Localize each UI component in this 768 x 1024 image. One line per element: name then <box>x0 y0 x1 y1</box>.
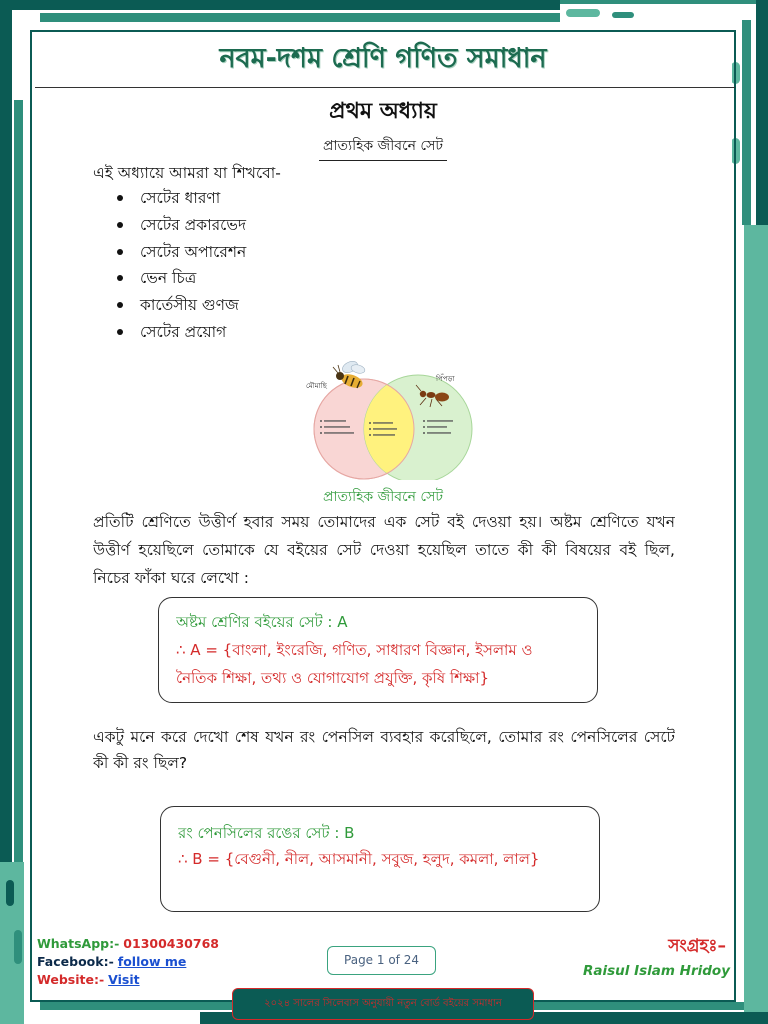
facebook-label: Facebook:- <box>37 954 114 969</box>
bee-icon <box>333 359 366 390</box>
chapter-title: প্রথম অধ্যায় <box>329 99 437 124</box>
figure-caption: প্রাত্যহিক জীবনে সেট <box>323 489 443 505</box>
topic-label: সেটের অপারেশন <box>140 242 247 261</box>
website-link[interactable]: Visit <box>108 972 140 987</box>
page-number-indicator: Page 1 of 24 <box>327 946 436 975</box>
venn-note-dot <box>369 422 371 424</box>
venn-text-line <box>427 426 447 427</box>
venn-label-left: মৌমাছি <box>306 382 327 390</box>
website-label: Website:- <box>37 972 105 987</box>
topic-label: সেটের প্রকারভেদ <box>140 215 247 234</box>
venn-note-dot <box>369 434 371 436</box>
frame-top-pill <box>566 9 600 17</box>
website-row <box>37 971 219 989</box>
topic-label: কার্তেসীয় গুণজ <box>140 296 239 315</box>
frame-right-band <box>744 225 768 1024</box>
list-item <box>112 187 512 214</box>
paragraph-line: একটু মনে করে দেখো শেষ যখন রং পেনসিল ব্যবহার করেছিলে, তোমার রং পেনসিলের সেটে <box>93 728 675 746</box>
syllabus-banner: ২০২৪ সালের সিলেবাস অনুযায়ী নতুন বোর্ড বইয়ের সমাধান <box>232 988 534 1020</box>
chapter-subtitle: প্রাত্যহিক জীবনে সেট <box>319 134 447 161</box>
paragraph-line: কী কী রং ছিল? <box>93 754 188 772</box>
venn-text-line <box>324 426 350 427</box>
author-name: Raisul Islam Hridoy <box>583 963 730 979</box>
whatsapp-row <box>37 935 219 953</box>
frame-top-inner-band <box>40 13 560 22</box>
document-title: নবম-দশম শ্রেণি গণিত সমাধান <box>219 43 547 74</box>
contact-block <box>37 935 219 989</box>
bullet-icon <box>117 222 123 228</box>
paragraph-line: প্রতিটি শ্রেণিতে উত্তীর্ণ হবার সময় তোমাদের এক সেট বই দেওয়া হয়। অষ্টম শ্রেণিতে যখন <box>93 513 675 531</box>
answer-box-set-a <box>158 597 598 703</box>
venn-note-dot <box>423 426 425 428</box>
facebook-row <box>37 953 219 971</box>
topic-label: সেটের ধারণা <box>140 189 221 207</box>
bullet-icon <box>117 249 123 255</box>
topic-list <box>112 187 512 348</box>
answer-box-heading: রং পেনসিলের রঙের সেট : B <box>178 824 355 842</box>
whatsapp-number: 01300430768 <box>123 936 219 951</box>
bullet-icon <box>117 302 123 308</box>
venn-note-dot <box>320 426 322 428</box>
frame-left-pill <box>14 930 22 964</box>
venn-text-line <box>324 432 354 433</box>
venn-text-line <box>324 420 346 421</box>
paragraph-line: উত্তীর্ণ হয়েছিলে তোমাকে যে বইয়ের সেট দেওয়া হয়েছিল তাতে কী কী বিষয়ের বই ছিল, <box>93 541 675 559</box>
venn-text-line <box>373 422 393 423</box>
header-divider <box>35 87 735 88</box>
intro-text: এই অধ্যায়ে আমরা যা শিখবো- <box>93 164 281 182</box>
venn-text-line <box>373 434 395 435</box>
bullet-icon <box>117 329 123 335</box>
venn-note-dot <box>320 420 322 422</box>
venn-note-dot <box>423 420 425 422</box>
bullet-icon <box>117 195 123 201</box>
topic-label: সেটের প্রয়োগ <box>140 322 227 341</box>
whatsapp-label: WhatsApp:- <box>37 936 120 951</box>
answer-box-line: ∴ A = {বাংলা, ইংরেজি, গণিত, সাধারণ বিজ্ঞান, ইসলাম ও <box>176 641 533 659</box>
list-item <box>112 214 512 241</box>
list-item <box>112 267 512 294</box>
answer-box-line: ∴ B = {বেগুনী, নীল, আসমানী, সবুজ, হলুদ, কমলা, লাল} <box>178 850 540 868</box>
frame-top-band <box>0 0 560 10</box>
paragraph-line: নিচের ফাঁকা ঘরে লেখো : <box>93 569 249 587</box>
paragraph-pencils <box>93 724 675 776</box>
bullet-icon <box>117 275 123 281</box>
collected-by-label: সংগ্রহঃ– <box>668 936 726 956</box>
venn-note-dot <box>369 428 371 430</box>
venn-note-dot <box>320 432 322 434</box>
facebook-link[interactable]: follow me <box>117 954 187 969</box>
venn-diagram-figure <box>300 355 480 480</box>
topic-label: ভেন চিত্র <box>140 269 197 288</box>
paragraph-books <box>93 508 675 592</box>
list-item <box>112 321 512 348</box>
frame-left-inner-band <box>14 100 23 870</box>
frame-top-right-band <box>560 0 768 4</box>
chapter-subtitle-wrap <box>34 134 732 161</box>
venn-text-line <box>427 432 451 433</box>
venn-text-line <box>373 428 397 429</box>
frame-left-pill <box>6 880 14 906</box>
frame-top-pill <box>612 12 634 18</box>
venn-label-right: পিঁপড়া <box>436 375 455 383</box>
answer-box-line: নৈতিক শিক্ষা, তথ্য ও যোগাযোগ প্রযুক্তি, কৃষি শিক্ষা} <box>176 669 490 687</box>
list-item <box>112 294 512 321</box>
answer-box-set-b <box>160 806 600 912</box>
venn-note-dot <box>423 432 425 434</box>
list-item <box>112 241 512 268</box>
frame-right-top-band <box>756 0 768 225</box>
answer-box-heading: অষ্টম শ্রেণির বইয়ের সেট : A <box>176 613 348 631</box>
venn-text-line <box>427 420 453 421</box>
frame-right-inner-band <box>742 20 751 225</box>
